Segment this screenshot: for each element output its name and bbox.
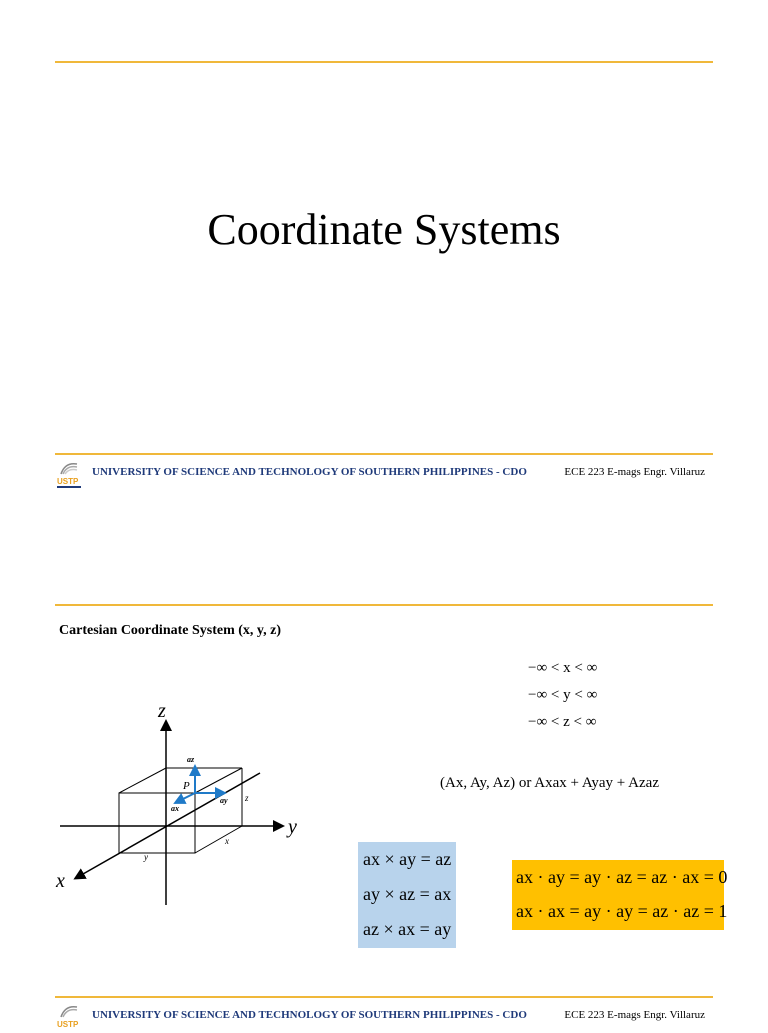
dot-product-row: ax · ay = ay · az = az · ax = 0 bbox=[516, 867, 728, 887]
slide1-footer-rule bbox=[55, 453, 713, 455]
cross-product-row: ay × az = ax bbox=[363, 884, 452, 904]
range-z: −∞ < z < ∞ bbox=[528, 714, 597, 730]
slide2-title bbox=[59, 623, 281, 639]
slide-title: Coordinate Systems bbox=[207, 205, 561, 254]
point-label: P bbox=[183, 780, 190, 792]
cartesian-axes-svg bbox=[50, 700, 320, 915]
range-y: −∞ < y < ∞ bbox=[528, 687, 598, 703]
box-y-label: y bbox=[144, 852, 148, 862]
logo-text: USTP bbox=[57, 1020, 79, 1029]
range-x: −∞ < x < ∞ bbox=[528, 660, 598, 676]
slide1-footer bbox=[55, 458, 713, 488]
x-axis-label: x bbox=[56, 870, 65, 892]
cross-product-row: az × ax = ay bbox=[363, 919, 452, 939]
course-label: ECE 223 E-mags Engr. Villaruz bbox=[564, 1009, 705, 1021]
ustp-logo bbox=[55, 1003, 83, 1033]
rectangular-box bbox=[119, 768, 242, 853]
cross-product-box bbox=[358, 842, 456, 948]
cartesian-diagram bbox=[50, 700, 320, 920]
unit-z-label: az bbox=[187, 755, 195, 764]
dot-product-box bbox=[512, 860, 728, 930]
z-axis-label: z bbox=[158, 700, 166, 722]
ustp-logo bbox=[55, 460, 83, 490]
slide2-title-text: Cartesian Coordinate System (x, y, z) bbox=[59, 623, 282, 638]
dot-product-row: ax · ax = ay · ay = az · az = 1 bbox=[516, 901, 728, 921]
unit-y-label: ay bbox=[220, 796, 228, 805]
coordinate-ranges bbox=[528, 655, 638, 736]
unit-x-label: ax bbox=[171, 804, 179, 813]
vector-components: (Ax, Ay, Az) or Axax + Ayay + Azaz bbox=[440, 775, 659, 791]
slide2-footer-rule bbox=[55, 996, 713, 998]
slide1-top-rule bbox=[55, 61, 713, 63]
cross-product-row: ax × ay = az bbox=[363, 849, 452, 869]
university-name: UNIVERSITY OF SCIENCE AND TECHNOLOGY OF SOUTHERN PHILIPPINES - CDO bbox=[92, 466, 527, 478]
logo-text: USTP bbox=[57, 477, 79, 486]
box-z-label: z bbox=[245, 793, 249, 803]
slide2-footer bbox=[55, 1001, 713, 1031]
y-axis-label: y bbox=[288, 816, 297, 838]
course-label: ECE 223 E-mags Engr. Villaruz bbox=[564, 466, 705, 478]
box-x-label: x bbox=[225, 836, 229, 846]
university-name: UNIVERSITY OF SCIENCE AND TECHNOLOGY OF SOUTHERN PHILIPPINES - CDO bbox=[92, 1009, 527, 1021]
unit-vector-ax bbox=[175, 793, 195, 803]
slide2-top-rule bbox=[55, 604, 713, 606]
